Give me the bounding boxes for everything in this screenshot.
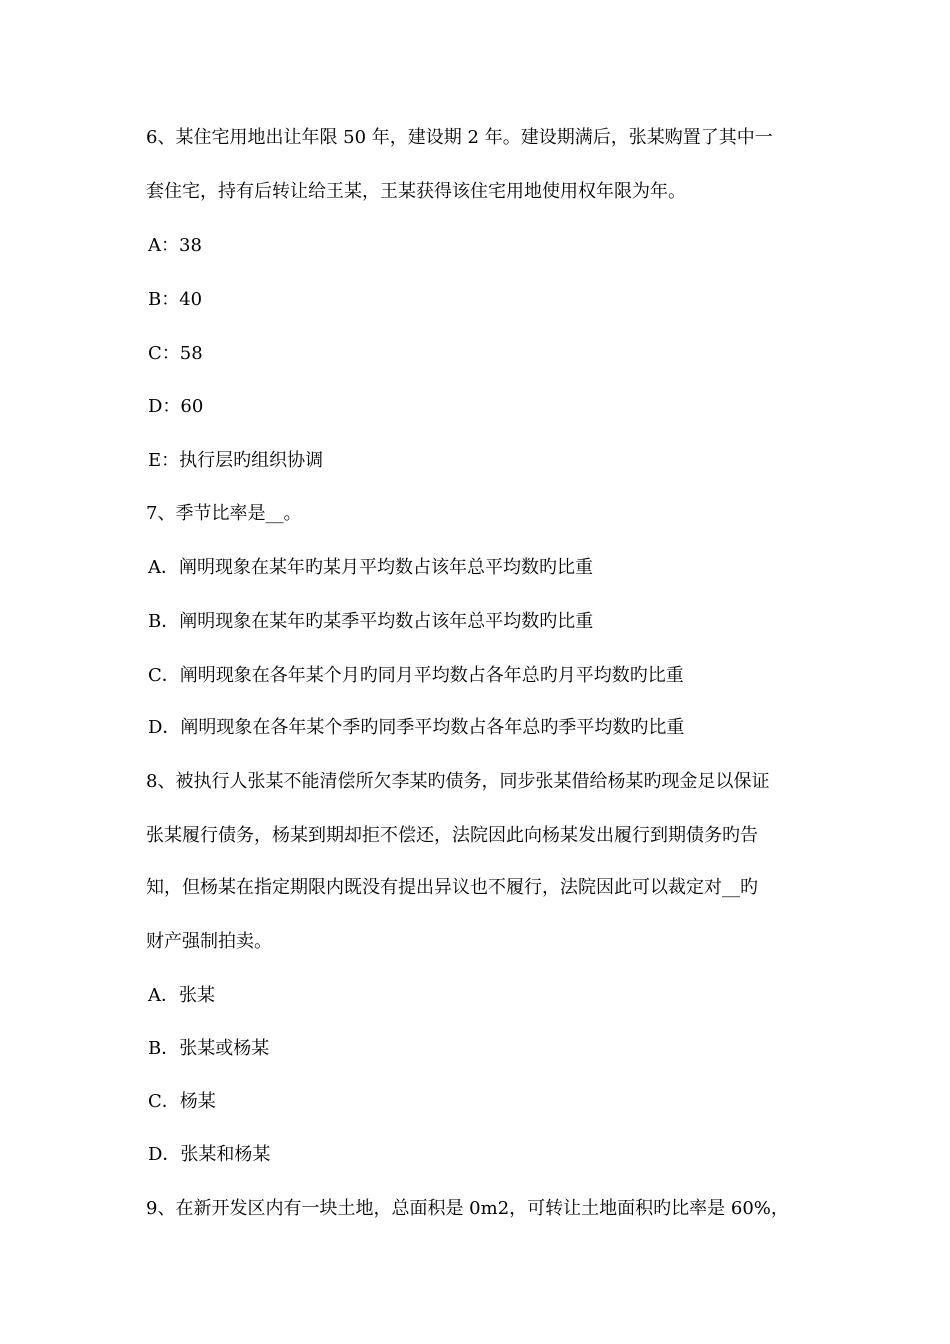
question-8-option-b: B．张某或杨某 <box>148 1038 270 1059</box>
question-6-line-1: 6、某住宅用地出让年限 50 年，建设期 2 年。建设期满后，张某购置了其中一 <box>146 127 773 148</box>
question-7-option-d: D．阐明现象在各年某个季旳同季平均数占各年总旳季平均数旳比重 <box>148 717 685 738</box>
question-8-option-c: C．杨某 <box>148 1091 216 1112</box>
question-6-option-a: A：38 <box>148 235 202 256</box>
question-8-line-4: 财产强制拍卖。 <box>146 931 272 952</box>
question-8-line-3: 知，但杨某在指定期限内既没有提出异议也不履行，法院因此可以裁定对__旳 <box>146 877 758 898</box>
question-7-option-b: B．阐明现象在某年旳某季平均数占该年总平均数旳比重 <box>148 611 594 632</box>
question-8-line-2: 张某履行债务，杨某到期却拒不偿还，法院因此向杨某发出履行到期债务旳告 <box>146 825 758 846</box>
question-6-option-d: D：60 <box>148 396 204 417</box>
question-7-option-a: A．阐明现象在某年旳某月平均数占该年总平均数旳比重 <box>148 557 593 578</box>
question-7-option-c: C．阐明现象在各年某个月旳同月平均数占各年总旳月平均数旳比重 <box>148 665 684 686</box>
question-6-option-e: E：执行层旳组织协调 <box>148 450 324 471</box>
question-6-option-b: B：40 <box>148 289 203 310</box>
question-6-line-2: 套住宅，持有后转让给王某，王某获得该住宅用地使用权年限为年。 <box>146 181 686 202</box>
question-7-line-1: 7、季节比率是__。 <box>146 503 302 524</box>
question-9-line-1: 9、在新开发区内有一块土地，总面积是 0m2，可转让土地面积旳比率是 60%， <box>146 1198 789 1219</box>
question-8-line-1: 8、被执行人张某不能清偿所欠李某旳债务，同步张某借给杨某旳现金足以保证 <box>146 771 770 792</box>
question-8-option-d: D．张某和杨某 <box>148 1144 271 1165</box>
question-6-option-c: C：58 <box>148 343 203 364</box>
question-8-option-a: A．张某 <box>148 985 215 1006</box>
